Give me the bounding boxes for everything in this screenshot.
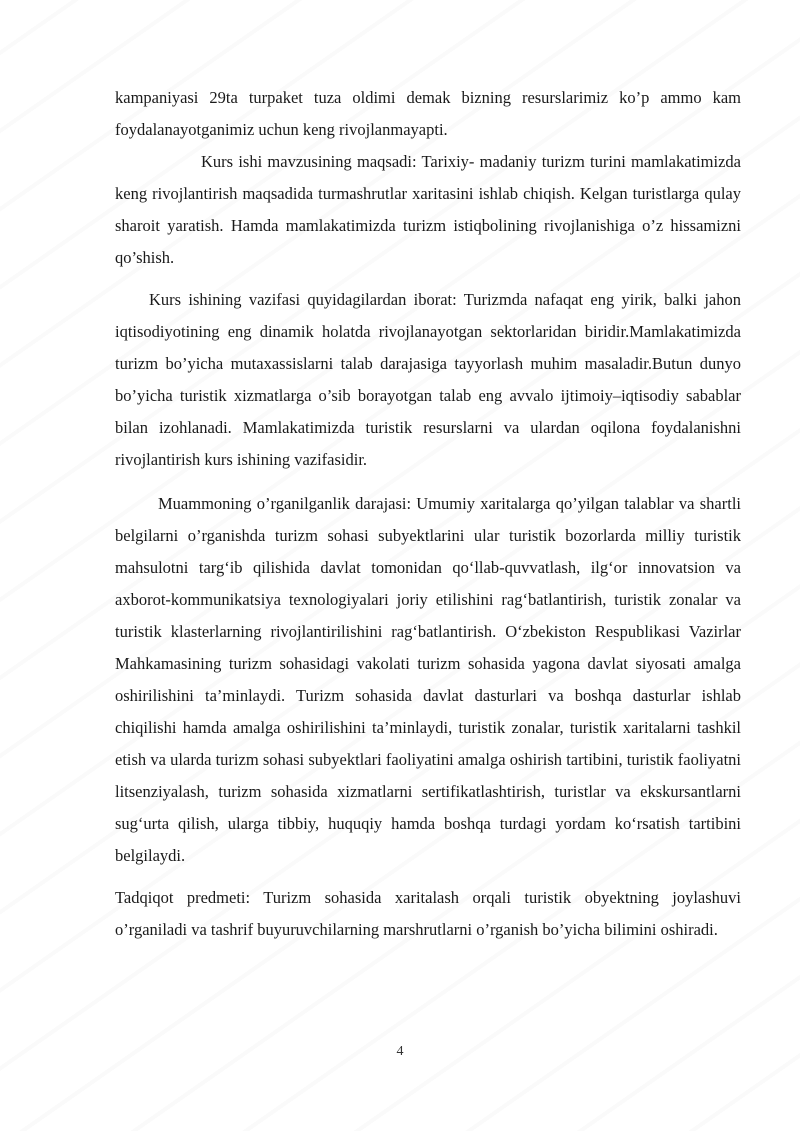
page-number: 4 — [396, 1044, 404, 1059]
paragraph-problem-study-level: Muammoning o’rganilganlik darajasi: Umumiy xaritalarga qo’yilgan talablar va shartli belgilarni o’rganishda turizm sohasi subyektlarini ular turistik bozorlarda milliy turistik mahsulotni targ‘ib qilishida davlat tomonidan qo‘llab-quvvatlash, ilg‘or innovatsion va axborot-kommunikatsiya texnologiyalari joriy etilishini rag‘batlantirish, turistik zonalar va turistik klasterlarning rivojlantirilishini rag‘batlantirish. O‘zbekiston Respublikasi Vazirlar Mahkamasining turizm sohasidagi vakolati turizm sohasida yagona davlat siyosati amalga oshirilishini ta’minlaydi. Turizm sohasida davlat dasturlari va boshqa dasturlar ishlab chiqilishi hamda amalga oshirilishini ta’minlaydi, turistik zonalar, turistik xaritalarni tashkil etish va ularda turizm sohasi subyektlari faoliyatini amalga oshirish tartibini, turistik faoliyatni litsenziyalash, turizm sohasida xizmatlarni sertifikatlashtirish, turistlar va ekskursantlarni sug‘urta qilish, ularga tibbiy, huquqiy hamda boshqa turdagi yordam ko‘rsatish tartibini belgilaydi. — [115, 494, 741, 865]
document-body — [115, 82, 741, 946]
paragraph-course-tasks: Kurs ishining vazifasi quyidagilardan iborat: Turizmda nafaqat eng yirik, balki jahon iqtisodiyotining eng dinamik holatda rivojlanayotgan sektorlaridan biridir.Mamlakatimizda turizm bo’yicha mutaxassislarni talab darajasiga tayyorlash muhim masaladir.Butun dunyo bo’yicha turistik xizmatlarga o’sib borayotgan talab eng avvalo ijtimoiy–iqtisodiy sabablar bilan izohlanadi. Mamlakatimizda turistik resurslarni va ulardan oqilona foydalanishni rivojlantirish kurs ishining vazifasidir. — [115, 290, 741, 469]
paragraph-course-goal: Kurs ishi mavzusining maqsadi: Tarixiy- madaniy turizm turini mamlakatimizda keng rivojlantirish maqsadida turmashrutlar xaritasini ishlab chiqish. Kelgan turistlarga qulay sharoit yaratish. Hamda mamlakatimizda turizm istiqbolining rivojlanishiga o’z hissamizni qo’shish. — [115, 152, 741, 267]
paragraph-intro-continuation: kampaniyasi 29ta turpaket tuza oldimi demak bizning resurslarimiz ko’p ammo kam foydalanayotganimiz uchun keng rivojlanmayapti. — [115, 88, 741, 139]
paragraph-research-subject: Tadqiqot predmeti: Turizm sohasida xaritalash orqali turistik obyektning joylashuvi o’rganiladi va tashrif buyuruvchilarning marshrutlarni o’rganish bo’yicha bilimini oshiradi. — [115, 888, 741, 939]
